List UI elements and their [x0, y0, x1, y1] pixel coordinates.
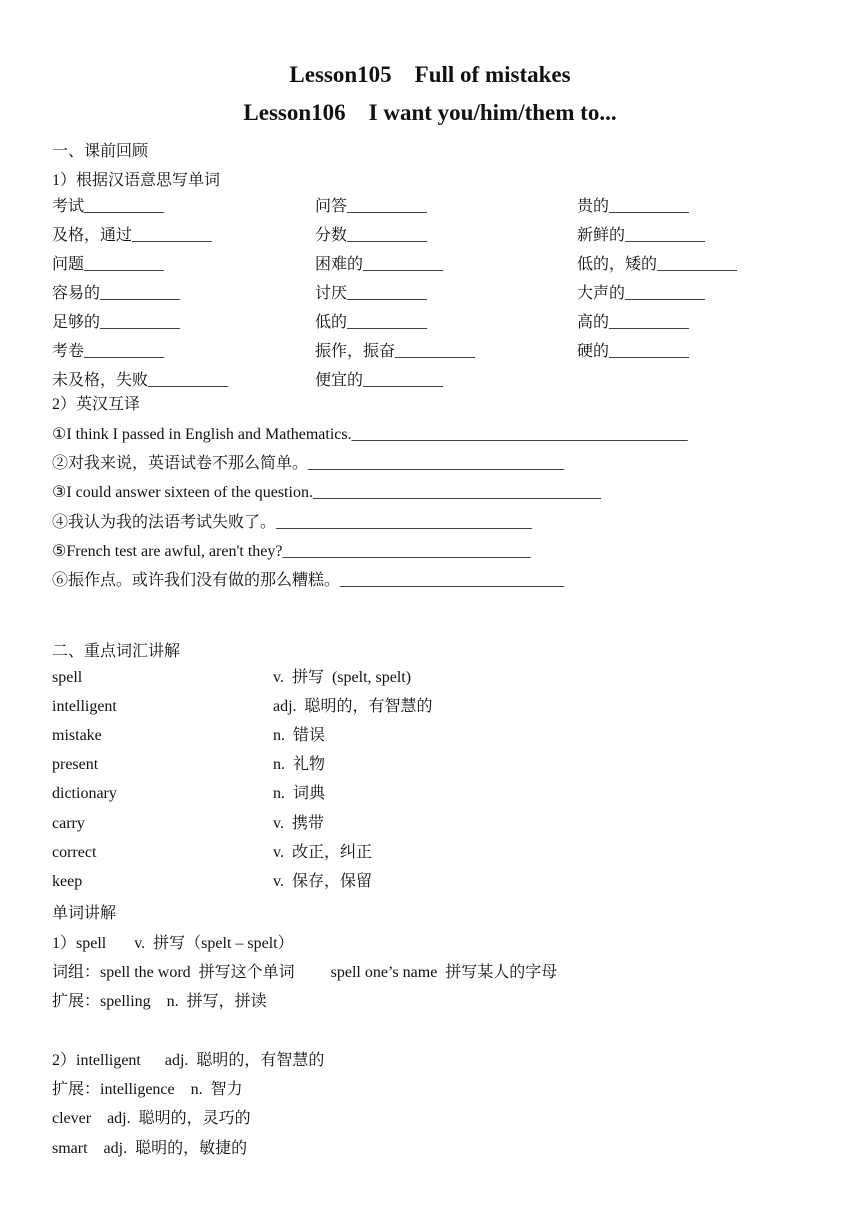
note-line: smart adj. 聪明的，敏捷的	[52, 1140, 248, 1157]
vocab-cell: 容易的__________	[52, 285, 181, 302]
note-line: 2）intelligent adj. 聪明的，有智慧的	[52, 1052, 325, 1069]
glossary-row	[0, 697, 860, 717]
page-title-2: Lesson106 I want you/him/them to...	[243, 100, 617, 125]
vocab-cell: 振作，振奋__________	[315, 343, 476, 360]
part-2-heading: 2）英汉互译	[52, 396, 141, 413]
glossary-word: keep	[52, 873, 83, 890]
translation-item: ⑤French test are awful, aren't they?_______________________________	[52, 543, 531, 560]
glossary-row	[0, 843, 860, 863]
glossary-definition: adj. 聪明的，有智慧的	[273, 698, 433, 715]
vocab-cell: 考卷__________	[52, 343, 165, 360]
glossary-row	[0, 872, 860, 892]
glossary-definition: v. 改正，纠正	[273, 844, 372, 861]
vocab-row	[0, 197, 860, 217]
note-line: 扩展：intelligence n. 智力	[52, 1081, 243, 1098]
vocab-row	[0, 342, 860, 362]
glossary-word: dictionary	[52, 785, 117, 802]
note-line: clever adj. 聪明的，灵巧的	[52, 1110, 251, 1127]
vocab-cell: 讨厌__________	[315, 285, 428, 302]
vocab-cell: 大声的__________	[577, 285, 706, 302]
glossary-definition: v. 携带	[273, 815, 324, 832]
vocab-cell: 困难的__________	[315, 256, 444, 273]
translation-item: ②对我来说，英语试卷不那么简单。________________________________	[52, 455, 565, 472]
vocab-cell: 贵的__________	[577, 198, 690, 215]
vocab-cell: 低的，矮的__________	[577, 256, 738, 273]
note-line: 词组：spell the word 拼写这个单词 spell one’s name 拼写某人的字母	[52, 964, 558, 981]
glossary-definition: v. 保存，保留	[273, 873, 372, 890]
glossary-row	[0, 726, 860, 746]
vocab-cell: 便宜的__________	[315, 372, 444, 389]
vocab-cell: 问题__________	[52, 256, 165, 273]
glossary-word: intelligent	[52, 698, 117, 715]
glossary-row	[0, 755, 860, 775]
section-2-heading: 二、重点词汇讲解	[52, 643, 181, 660]
vocab-cell: 未及格，失败__________	[52, 372, 229, 389]
translation-item: ⑥振作点。或许我们没有做的那么糟糕。____________________________	[52, 572, 565, 589]
vocab-row	[0, 255, 860, 275]
glossary-word: correct	[52, 844, 97, 861]
note-line: 1）spell v. 拼写（spelt – spelt）	[52, 935, 294, 952]
vocab-cell: 考试__________	[52, 198, 165, 215]
glossary-row	[0, 668, 860, 688]
note-line: 扩展：spelling n. 拼写，拼读	[52, 993, 267, 1010]
glossary-word: spell	[52, 669, 83, 686]
vocab-cell: 硬的__________	[577, 343, 690, 360]
glossary-definition: n. 错误	[273, 727, 326, 744]
glossary-definition: n. 词典	[273, 785, 326, 802]
page-title-1: Lesson105 Full of mistakes	[289, 62, 571, 87]
glossary-word: present	[52, 756, 99, 773]
glossary-row	[0, 784, 860, 804]
vocab-cell: 新鲜的__________	[577, 227, 706, 244]
part-1-heading: 1）根据汉语意思写单词	[52, 172, 221, 189]
vocab-row	[0, 284, 860, 304]
vocab-row	[0, 226, 860, 246]
vocab-cell: 足够的__________	[52, 314, 181, 331]
vocab-cell: 分数__________	[315, 227, 428, 244]
glossary-definition: v. 拼写 (spelt, spelt)	[273, 669, 412, 686]
vocab-row	[0, 371, 860, 391]
glossary-word: mistake	[52, 727, 102, 744]
vocab-cell: 问答__________	[315, 198, 428, 215]
glossary-definition: n. 礼物	[273, 756, 326, 773]
translation-item: ④我认为我的法语考试失败了。________________________________	[52, 514, 533, 531]
section-1-heading: 一、课前回顾	[52, 143, 149, 160]
translation-item: ①I think I passed in English and Mathematics.__________________________________________	[52, 426, 688, 443]
vocab-row	[0, 313, 860, 333]
vocab-cell: 高的__________	[577, 314, 690, 331]
vocab-cell: 低的__________	[315, 314, 428, 331]
glossary-row	[0, 814, 860, 834]
word-explanation-heading: 单词讲解	[52, 905, 117, 922]
vocab-cell: 及格，通过__________	[52, 227, 213, 244]
translation-item: ③I could answer sixteen of the question.____________________________________	[52, 484, 601, 501]
glossary-word: carry	[52, 815, 85, 832]
